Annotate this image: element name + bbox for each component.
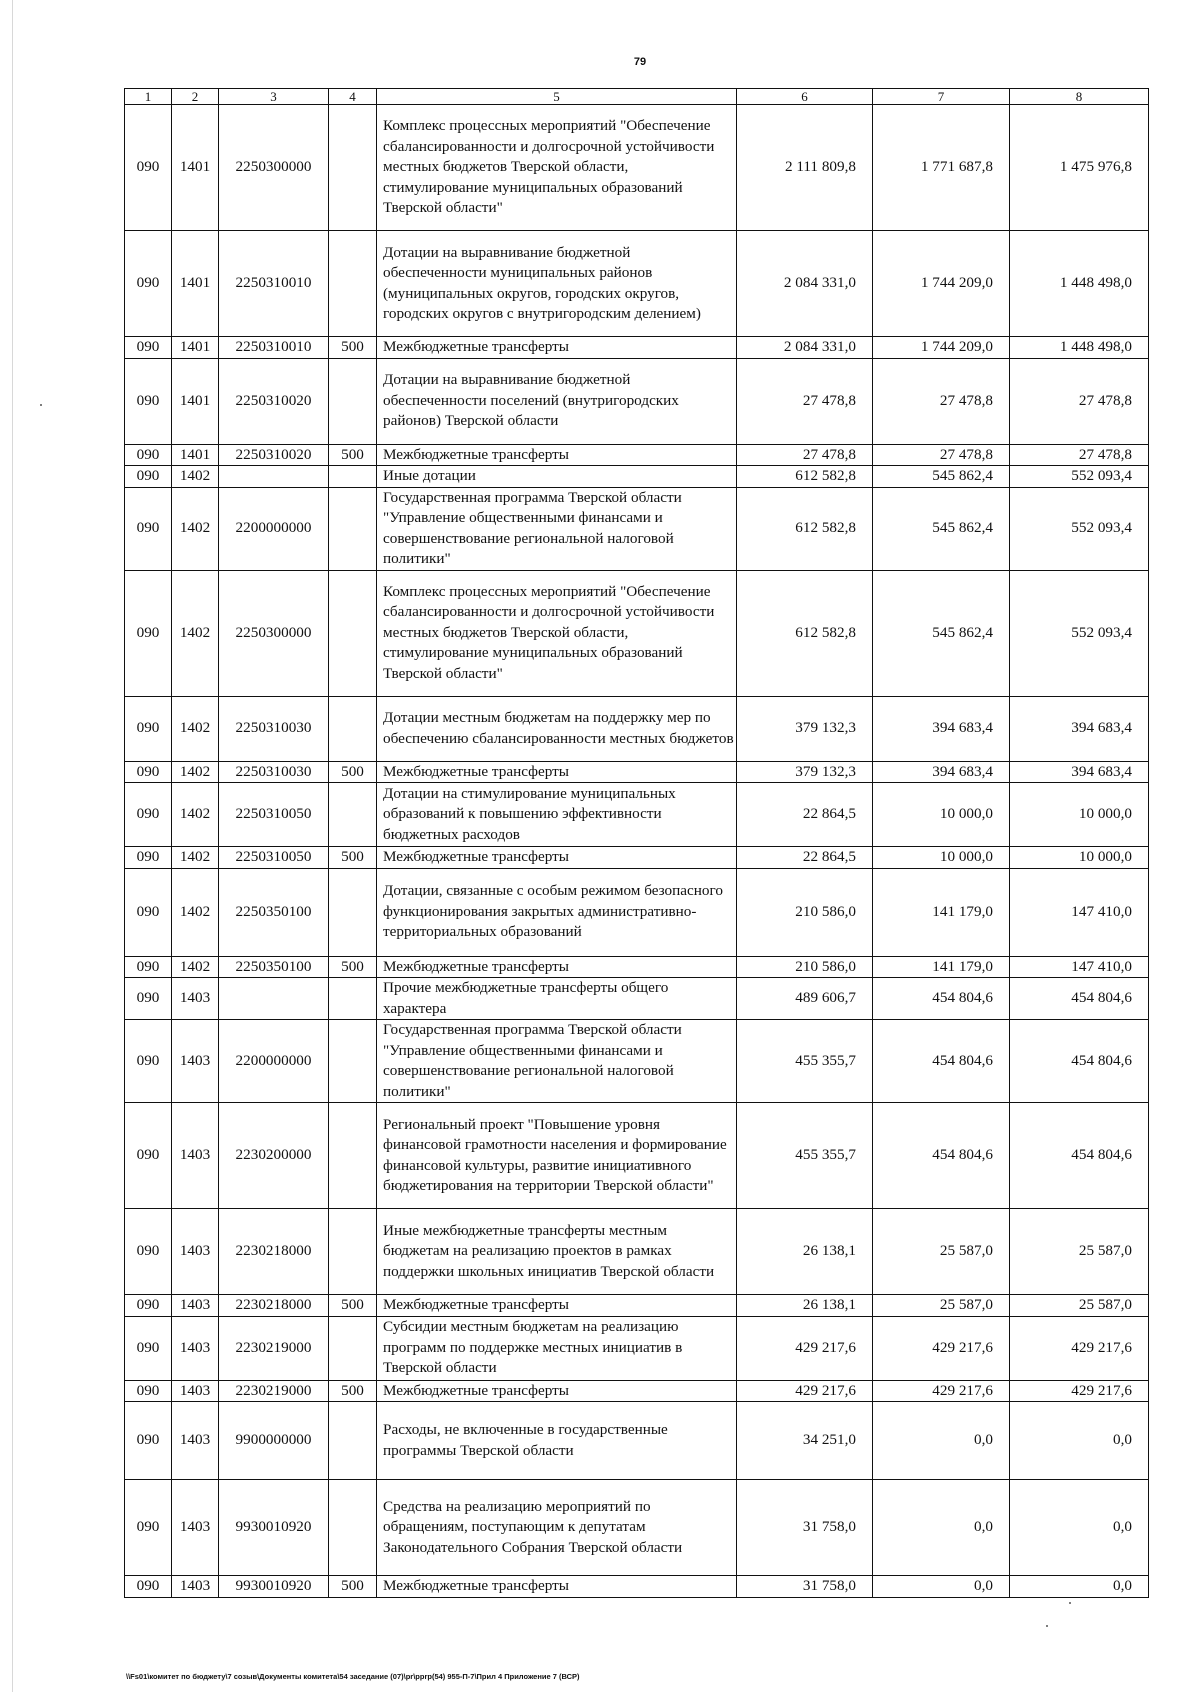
- amount-col8-cell: 394 683,4: [1010, 696, 1149, 761]
- expense-type-cell: [329, 466, 377, 488]
- item-name-cell: Расходы, не включенные в государственные программы Тверской области: [377, 1402, 737, 1480]
- amount-col8-cell: 1 448 498,0: [1010, 337, 1149, 359]
- amount-col6-cell: 210 586,0: [737, 868, 873, 956]
- item-name-cell: Межбюджетные трансферты: [377, 1380, 737, 1402]
- section-code-cell: 1403: [172, 1295, 219, 1317]
- expense-type-cell: 500: [329, 761, 377, 783]
- amount-col7-cell: 454 804,6: [873, 1103, 1010, 1209]
- table-row: [125, 1576, 1149, 1598]
- amount-col8-cell: 1 475 976,8: [1010, 105, 1149, 231]
- amount-col6-cell: 31 758,0: [737, 1480, 873, 1576]
- target-article-cell: 2250310010: [219, 231, 329, 337]
- section-code-cell: 1403: [172, 1380, 219, 1402]
- amount-col7-cell: 0,0: [873, 1480, 1010, 1576]
- table-row: [125, 1103, 1149, 1209]
- admin-code-cell: 090: [125, 337, 172, 359]
- amount-col8-cell: 429 217,6: [1010, 1316, 1149, 1380]
- budget-table: [124, 88, 1149, 1598]
- expense-type-cell: 500: [329, 1295, 377, 1317]
- expense-type-cell: [329, 696, 377, 761]
- amount-col6-cell: 2 084 331,0: [737, 337, 873, 359]
- admin-code-cell: 090: [125, 1480, 172, 1576]
- admin-code-cell: 090: [125, 1576, 172, 1598]
- target-article-cell: 2250350100: [219, 956, 329, 978]
- amount-col8-cell: 454 804,6: [1010, 978, 1149, 1020]
- section-code-cell: 1401: [172, 105, 219, 231]
- item-name-cell: Региональный проект "Повышение уровня финансовой грамотности населения и формирование финансовой культуры, развитие инициативного бюджетирования на территории Тверской области": [377, 1103, 737, 1209]
- target-article-cell: 2250300000: [219, 105, 329, 231]
- expense-type-cell: [329, 570, 377, 696]
- section-code-cell: 1403: [172, 1576, 219, 1598]
- amount-col8-cell: 25 587,0: [1010, 1295, 1149, 1317]
- table-row: [125, 1316, 1149, 1380]
- amount-col6-cell: 210 586,0: [737, 956, 873, 978]
- admin-code-cell: 090: [125, 1402, 172, 1480]
- target-article-cell: 2250350100: [219, 868, 329, 956]
- table-row: [125, 847, 1149, 869]
- target-article-cell: 2250310030: [219, 696, 329, 761]
- section-code-cell: 1401: [172, 337, 219, 359]
- expense-type-cell: [329, 487, 377, 570]
- admin-code-cell: 090: [125, 1209, 172, 1295]
- amount-col7-cell: 141 179,0: [873, 868, 1010, 956]
- table-row: [125, 783, 1149, 847]
- table-row: [125, 466, 1149, 488]
- section-code-cell: 1401: [172, 231, 219, 337]
- expense-type-cell: 500: [329, 1380, 377, 1402]
- expense-type-cell: 500: [329, 1576, 377, 1598]
- target-article-cell: 2200000000: [219, 1020, 329, 1103]
- section-code-cell: 1402: [172, 868, 219, 956]
- scan-speck: [1069, 1602, 1071, 1604]
- column-header: 2: [172, 89, 219, 105]
- amount-col7-cell: 27 478,8: [873, 444, 1010, 466]
- table-row: [125, 444, 1149, 466]
- table-row: [125, 868, 1149, 956]
- item-name-cell: Дотации, связанные с особым режимом безопасного функционирования закрытых административно-территориальных образований: [377, 868, 737, 956]
- amount-col6-cell: 489 606,7: [737, 978, 873, 1020]
- item-name-cell: Комплекс процессных мероприятий "Обеспечение сбалансированности и долгосрочной устойчивости местных бюджетов Тверской области, стимулирование муниципальных образований Тверской области": [377, 105, 737, 231]
- amount-col8-cell: 0,0: [1010, 1480, 1149, 1576]
- amount-col7-cell: 25 587,0: [873, 1295, 1010, 1317]
- item-name-cell: Межбюджетные трансферты: [377, 761, 737, 783]
- section-code-cell: 1402: [172, 696, 219, 761]
- target-article-cell: 9900000000: [219, 1402, 329, 1480]
- amount-col7-cell: 25 587,0: [873, 1209, 1010, 1295]
- table-row: [125, 1020, 1149, 1103]
- admin-code-cell: 090: [125, 696, 172, 761]
- section-code-cell: 1403: [172, 1402, 219, 1480]
- table-header-row: [125, 89, 1149, 105]
- section-code-cell: 1402: [172, 570, 219, 696]
- target-article-cell: 2250310020: [219, 358, 329, 444]
- amount-col6-cell: 26 138,1: [737, 1209, 873, 1295]
- amount-col8-cell: 454 804,6: [1010, 1020, 1149, 1103]
- item-name-cell: Иные межбюджетные трансферты местным бюджетам на реализацию проектов в рамках поддержки школьных инициатив Тверской области: [377, 1209, 737, 1295]
- expense-type-cell: [329, 978, 377, 1020]
- expense-type-cell: [329, 105, 377, 231]
- amount-col7-cell: 429 217,6: [873, 1316, 1010, 1380]
- column-header: 5: [377, 89, 737, 105]
- admin-code-cell: 090: [125, 487, 172, 570]
- amount-col7-cell: 1 771 687,8: [873, 105, 1010, 231]
- amount-col8-cell: 552 093,4: [1010, 466, 1149, 488]
- item-name-cell: Межбюджетные трансферты: [377, 1295, 737, 1317]
- amount-col8-cell: 27 478,8: [1010, 358, 1149, 444]
- amount-col6-cell: 612 582,8: [737, 466, 873, 488]
- amount-col6-cell: 27 478,8: [737, 358, 873, 444]
- amount-col6-cell: 31 758,0: [737, 1576, 873, 1598]
- admin-code-cell: 090: [125, 466, 172, 488]
- table-row: [125, 956, 1149, 978]
- section-code-cell: 1403: [172, 978, 219, 1020]
- amount-col8-cell: 0,0: [1010, 1576, 1149, 1598]
- amount-col6-cell: 379 132,3: [737, 761, 873, 783]
- expense-type-cell: [329, 1480, 377, 1576]
- amount-col7-cell: 27 478,8: [873, 358, 1010, 444]
- section-code-cell: 1402: [172, 956, 219, 978]
- expense-type-cell: [329, 1020, 377, 1103]
- amount-col6-cell: 379 132,3: [737, 696, 873, 761]
- amount-col6-cell: 455 355,7: [737, 1020, 873, 1103]
- expense-type-cell: [329, 1103, 377, 1209]
- expense-type-cell: [329, 1402, 377, 1480]
- amount-col8-cell: 147 410,0: [1010, 956, 1149, 978]
- item-name-cell: Межбюджетные трансферты: [377, 337, 737, 359]
- table-row: [125, 337, 1149, 359]
- section-code-cell: 1402: [172, 847, 219, 869]
- amount-col8-cell: 552 093,4: [1010, 570, 1149, 696]
- section-code-cell: 1402: [172, 783, 219, 847]
- amount-col6-cell: 34 251,0: [737, 1402, 873, 1480]
- item-name-cell: Субсидии местным бюджетам на реализацию программ по поддержке местных инициатив в Тверской области: [377, 1316, 737, 1380]
- amount-col7-cell: 429 217,6: [873, 1380, 1010, 1402]
- admin-code-cell: 090: [125, 761, 172, 783]
- expense-type-cell: [329, 231, 377, 337]
- table-row: [125, 1402, 1149, 1480]
- target-article-cell: 9930010920: [219, 1576, 329, 1598]
- amount-col6-cell: 612 582,8: [737, 570, 873, 696]
- item-name-cell: Комплекс процессных мероприятий "Обеспечение сбалансированности и долгосрочной устойчивости местных бюджетов Тверской области, стимулирование муниципальных образований Тверской области": [377, 570, 737, 696]
- amount-col8-cell: 147 410,0: [1010, 868, 1149, 956]
- expense-type-cell: [329, 1316, 377, 1380]
- admin-code-cell: 090: [125, 978, 172, 1020]
- target-article-cell: 2230219000: [219, 1316, 329, 1380]
- target-article-cell: 2230218000: [219, 1209, 329, 1295]
- table-row: [125, 978, 1149, 1020]
- amount-col6-cell: 612 582,8: [737, 487, 873, 570]
- amount-col6-cell: 22 864,5: [737, 783, 873, 847]
- column-header: 8: [1010, 89, 1149, 105]
- target-article-cell: 2250310030: [219, 761, 329, 783]
- section-code-cell: 1401: [172, 358, 219, 444]
- amount-col8-cell: 552 093,4: [1010, 487, 1149, 570]
- target-article-cell: 2250310050: [219, 847, 329, 869]
- expense-type-cell: [329, 358, 377, 444]
- amount-col7-cell: 10 000,0: [873, 847, 1010, 869]
- table-row: [125, 1209, 1149, 1295]
- table-row: [125, 1380, 1149, 1402]
- item-name-cell: Межбюджетные трансферты: [377, 956, 737, 978]
- expense-type-cell: 500: [329, 337, 377, 359]
- section-code-cell: 1403: [172, 1480, 219, 1576]
- amount-col7-cell: 394 683,4: [873, 761, 1010, 783]
- amount-col6-cell: 26 138,1: [737, 1295, 873, 1317]
- column-header: 6: [737, 89, 873, 105]
- amount-col8-cell: 25 587,0: [1010, 1209, 1149, 1295]
- admin-code-cell: 090: [125, 570, 172, 696]
- section-code-cell: 1403: [172, 1020, 219, 1103]
- admin-code-cell: 090: [125, 1316, 172, 1380]
- section-code-cell: 1401: [172, 444, 219, 466]
- amount-col7-cell: 454 804,6: [873, 978, 1010, 1020]
- table-row: [125, 570, 1149, 696]
- amount-col6-cell: 429 217,6: [737, 1380, 873, 1402]
- column-header: 1: [125, 89, 172, 105]
- table-row: [125, 487, 1149, 570]
- admin-code-cell: 090: [125, 1295, 172, 1317]
- amount-col7-cell: 545 862,4: [873, 466, 1010, 488]
- table-body: [125, 89, 1149, 1598]
- target-article-cell: 2250310010: [219, 337, 329, 359]
- table-row: [125, 358, 1149, 444]
- amount-col6-cell: 2 111 809,8: [737, 105, 873, 231]
- scan-speck: [40, 404, 42, 406]
- item-name-cell: Государственная программа Тверской области "Управление общественными финансами и совершенствование региональной налоговой политики": [377, 1020, 737, 1103]
- item-name-cell: Иные дотации: [377, 466, 737, 488]
- section-code-cell: 1403: [172, 1316, 219, 1380]
- footer-file-path: \\Fs01\комитет по бюджету\7 созыв\Документы комитета\54 заседание (07)\pr\pprр(54) 955-П-7\Прил 4 Приложение 7 (ВСР): [126, 1672, 580, 1681]
- admin-code-cell: 090: [125, 847, 172, 869]
- amount-col6-cell: 429 217,6: [737, 1316, 873, 1380]
- section-code-cell: 1402: [172, 466, 219, 488]
- amount-col7-cell: 10 000,0: [873, 783, 1010, 847]
- admin-code-cell: 090: [125, 231, 172, 337]
- item-name-cell: Дотации на выравнивание бюджетной обеспеченности муниципальных районов (муниципальных округов, городских округов, городских округов с внутригородским делением): [377, 231, 737, 337]
- target-article-cell: 2230219000: [219, 1380, 329, 1402]
- expense-type-cell: [329, 868, 377, 956]
- scan-speck: [1046, 1625, 1048, 1627]
- scan-edge-line: [12, 0, 13, 1692]
- table-row: [125, 105, 1149, 231]
- admin-code-cell: 090: [125, 358, 172, 444]
- admin-code-cell: 090: [125, 444, 172, 466]
- amount-col6-cell: 27 478,8: [737, 444, 873, 466]
- table-row: [125, 761, 1149, 783]
- amount-col6-cell: 2 084 331,0: [737, 231, 873, 337]
- section-code-cell: 1403: [172, 1209, 219, 1295]
- item-name-cell: Межбюджетные трансферты: [377, 847, 737, 869]
- amount-col7-cell: 545 862,4: [873, 487, 1010, 570]
- target-article-cell: 9930010920: [219, 1480, 329, 1576]
- amount-col8-cell: 1 448 498,0: [1010, 231, 1149, 337]
- table-row: [125, 696, 1149, 761]
- expense-type-cell: 500: [329, 444, 377, 466]
- amount-col8-cell: 27 478,8: [1010, 444, 1149, 466]
- item-name-cell: Государственная программа Тверской области "Управление общественными финансами и совершенствование региональной налоговой политики": [377, 487, 737, 570]
- target-article-cell: 2200000000: [219, 487, 329, 570]
- target-article-cell: 2250310050: [219, 783, 329, 847]
- amount-col7-cell: 1 744 209,0: [873, 337, 1010, 359]
- item-name-cell: Межбюджетные трансферты: [377, 1576, 737, 1598]
- admin-code-cell: 090: [125, 783, 172, 847]
- amount-col8-cell: 394 683,4: [1010, 761, 1149, 783]
- expense-type-cell: [329, 783, 377, 847]
- page-number: 79: [633, 56, 647, 68]
- column-header: 7: [873, 89, 1010, 105]
- target-article-cell: 2230200000: [219, 1103, 329, 1209]
- target-article-cell: 2250310020: [219, 444, 329, 466]
- item-name-cell: Средства на реализацию мероприятий по обращениям, поступающим к депутатам Законодательного Собрания Тверской области: [377, 1480, 737, 1576]
- admin-code-cell: 090: [125, 868, 172, 956]
- item-name-cell: Межбюджетные трансферты: [377, 444, 737, 466]
- admin-code-cell: 090: [125, 1020, 172, 1103]
- amount-col7-cell: 141 179,0: [873, 956, 1010, 978]
- admin-code-cell: 090: [125, 1103, 172, 1209]
- expense-type-cell: [329, 1209, 377, 1295]
- item-name-cell: Прочие межбюджетные трансферты общего характера: [377, 978, 737, 1020]
- target-article-cell: 2250300000: [219, 570, 329, 696]
- table-row: [125, 231, 1149, 337]
- target-article-cell: [219, 466, 329, 488]
- table-row: [125, 1295, 1149, 1317]
- amount-col8-cell: 454 804,6: [1010, 1103, 1149, 1209]
- amount-col7-cell: 454 804,6: [873, 1020, 1010, 1103]
- item-name-cell: Дотации на выравнивание бюджетной обеспеченности поселений (внутригородских районов) Тверской области: [377, 358, 737, 444]
- column-header: 4: [329, 89, 377, 105]
- expense-type-cell: 500: [329, 847, 377, 869]
- section-code-cell: 1402: [172, 487, 219, 570]
- amount-col7-cell: 1 744 209,0: [873, 231, 1010, 337]
- amount-col8-cell: 0,0: [1010, 1402, 1149, 1480]
- amount-col6-cell: 455 355,7: [737, 1103, 873, 1209]
- column-header: 3: [219, 89, 329, 105]
- expense-type-cell: 500: [329, 956, 377, 978]
- target-article-cell: 2230218000: [219, 1295, 329, 1317]
- admin-code-cell: 090: [125, 956, 172, 978]
- section-code-cell: 1403: [172, 1103, 219, 1209]
- admin-code-cell: 090: [125, 105, 172, 231]
- amount-col8-cell: 429 217,6: [1010, 1380, 1149, 1402]
- amount-col7-cell: 394 683,4: [873, 696, 1010, 761]
- amount-col7-cell: 0,0: [873, 1402, 1010, 1480]
- section-code-cell: 1402: [172, 761, 219, 783]
- amount-col7-cell: 0,0: [873, 1576, 1010, 1598]
- amount-col6-cell: 22 864,5: [737, 847, 873, 869]
- amount-col8-cell: 10 000,0: [1010, 847, 1149, 869]
- amount-col7-cell: 545 862,4: [873, 570, 1010, 696]
- item-name-cell: Дотации на стимулирование муниципальных образований к повышению эффективности бюджетных расходов: [377, 783, 737, 847]
- amount-col8-cell: 10 000,0: [1010, 783, 1149, 847]
- item-name-cell: Дотации местным бюджетам на поддержку мер по обеспечению сбалансированности местных бюджетов: [377, 696, 737, 761]
- admin-code-cell: 090: [125, 1380, 172, 1402]
- target-article-cell: [219, 978, 329, 1020]
- table-row: [125, 1480, 1149, 1576]
